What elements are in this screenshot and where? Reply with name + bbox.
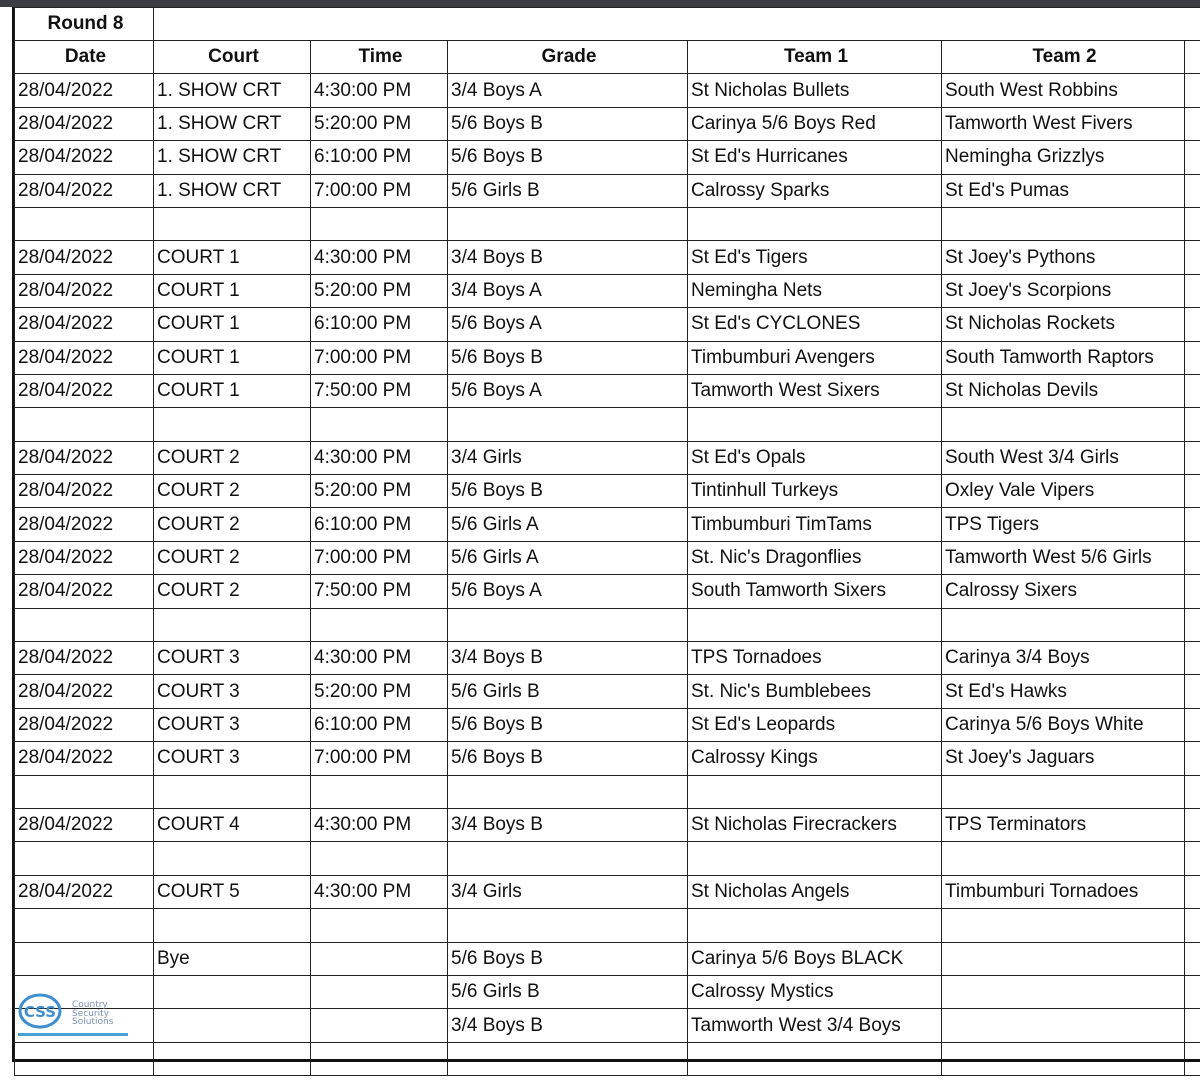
cell-extra	[1185, 174, 1200, 207]
cell-grade	[448, 842, 688, 875]
cell-grade: 5/6 Girls A	[448, 508, 688, 541]
cell-extra	[1185, 341, 1200, 374]
cell-time	[311, 842, 448, 875]
col-header-team-2: Team 2	[942, 41, 1185, 74]
cell-team-2	[942, 842, 1185, 875]
cell-team-2: St Joey's Pythons	[942, 241, 1185, 274]
cell-team-2	[942, 942, 1185, 975]
cell-team-2: St Ed's Hawks	[942, 675, 1185, 708]
cell-team-2	[942, 1042, 1185, 1075]
cell-team-1: St Ed's CYCLONES	[688, 308, 942, 341]
cell-team-1	[688, 608, 942, 641]
cell-court	[154, 909, 311, 942]
fixture-rows	[15, 74, 1200, 1076]
cell-grade: 3/4 Boys A	[448, 74, 688, 107]
cell-team-1	[688, 775, 942, 808]
cell-team-2	[942, 909, 1185, 942]
cell-court: 1. SHOW CRT	[154, 174, 311, 207]
cell-extra	[1185, 308, 1200, 341]
cell-grade: 3/4 Boys B	[448, 642, 688, 675]
cell-team-1: Carinya 5/6 Boys Red	[688, 107, 942, 140]
cell-date: 28/04/2022	[15, 642, 154, 675]
table-row	[15, 408, 1200, 441]
cell-time	[311, 909, 448, 942]
col-header-team-1: Team 1	[688, 41, 942, 74]
cell-team-2: South West Robbins	[942, 74, 1185, 107]
cell-grade	[448, 608, 688, 641]
cell-team-2: Calrossy Sixers	[942, 575, 1185, 608]
cell-team-2: St Joey's Jaguars	[942, 742, 1185, 775]
cell-team-1	[688, 408, 942, 441]
cell-team-1: St Ed's Hurricanes	[688, 141, 942, 174]
cell-time: 6:10:00 PM	[311, 308, 448, 341]
table-row	[15, 1009, 1200, 1042]
cell-team-2: St Nicholas Devils	[942, 374, 1185, 407]
cell-court: 1. SHOW CRT	[154, 74, 311, 107]
cell-team-2: South Tamworth Raptors	[942, 341, 1185, 374]
cell-team-1: Tamworth West Sixers	[688, 374, 942, 407]
cell-court: COURT 4	[154, 808, 311, 841]
col-header-court: Court	[154, 41, 311, 74]
cell-date: 28/04/2022	[15, 107, 154, 140]
cell-grade: 5/6 Girls B	[448, 675, 688, 708]
cell-extra	[1185, 241, 1200, 274]
table-row	[15, 842, 1200, 875]
cell-team-2: Oxley Vale Vipers	[942, 475, 1185, 508]
table-row	[15, 475, 1200, 508]
cell-team-2: St Joey's Scorpions	[942, 274, 1185, 307]
round-row	[15, 8, 1200, 41]
cell-extra	[1185, 374, 1200, 407]
table-row	[15, 642, 1200, 675]
table-row	[15, 241, 1200, 274]
cell-extra	[1185, 775, 1200, 808]
cell-date	[15, 842, 154, 875]
cell-court: COURT 2	[154, 441, 311, 474]
cell-extra	[1185, 642, 1200, 675]
cell-time: 6:10:00 PM	[311, 708, 448, 741]
cell-extra	[1185, 408, 1200, 441]
cell-court	[154, 608, 311, 641]
cell-grade: 5/6 Girls A	[448, 541, 688, 574]
table-row	[15, 541, 1200, 574]
logo-underline	[18, 1033, 128, 1036]
cell-grade: 3/4 Boys B	[448, 241, 688, 274]
cell-court: 1. SHOW CRT	[154, 141, 311, 174]
cell-time: 4:30:00 PM	[311, 441, 448, 474]
cell-team-1: St Nicholas Firecrackers	[688, 808, 942, 841]
cell-date: 28/04/2022	[15, 141, 154, 174]
cell-date: 28/04/2022	[15, 475, 154, 508]
table-row	[15, 1042, 1200, 1075]
cell-team-1: St Ed's Leopards	[688, 708, 942, 741]
cell-court: COURT 5	[154, 875, 311, 908]
cell-court	[154, 408, 311, 441]
cell-team-1: St. Nic's Bumblebees	[688, 675, 942, 708]
cell-court: COURT 3	[154, 742, 311, 775]
table-row	[15, 808, 1200, 841]
cell-date	[15, 775, 154, 808]
table-row	[15, 909, 1200, 942]
cell-grade: 5/6 Boys B	[448, 341, 688, 374]
cell-date: 28/04/2022	[15, 341, 154, 374]
cell-extra	[1185, 74, 1200, 107]
table-row	[15, 74, 1200, 107]
cell-extra	[1185, 541, 1200, 574]
cell-date: 28/04/2022	[15, 708, 154, 741]
cell-grade: 5/6 Boys B	[448, 708, 688, 741]
cell-team-2	[942, 608, 1185, 641]
cell-extra	[1185, 274, 1200, 307]
cell-date: 28/04/2022	[15, 508, 154, 541]
cell-grade: 5/6 Boys A	[448, 575, 688, 608]
cell-grade: 5/6 Girls B	[448, 174, 688, 207]
cell-team-2: TPS Terminators	[942, 808, 1185, 841]
cell-grade: 5/6 Girls B	[448, 975, 688, 1008]
window-top-bar	[0, 0, 1200, 7]
cell-team-1	[688, 207, 942, 240]
cell-time: 4:30:00 PM	[311, 642, 448, 675]
cell-grade: 3/4 Boys B	[448, 1009, 688, 1042]
table-row	[15, 308, 1200, 341]
cell-time	[311, 775, 448, 808]
cell-team-1: Calrossy Mystics	[688, 975, 942, 1008]
cell-grade	[448, 408, 688, 441]
table-row	[15, 441, 1200, 474]
cell-extra	[1185, 975, 1200, 1008]
cell-team-2: St Nicholas Rockets	[942, 308, 1185, 341]
cell-grade: 5/6 Boys B	[448, 475, 688, 508]
cell-extra	[1185, 508, 1200, 541]
cell-extra	[1185, 875, 1200, 908]
cell-extra	[1185, 575, 1200, 608]
cell-team-1: Calrossy Sparks	[688, 174, 942, 207]
cell-team-2	[942, 1009, 1185, 1042]
cell-date: 28/04/2022	[15, 241, 154, 274]
cell-time	[311, 975, 448, 1008]
cell-grade: 3/4 Girls	[448, 441, 688, 474]
round-row-empty	[154, 8, 1200, 41]
cell-grade: 5/6 Boys B	[448, 742, 688, 775]
cell-extra	[1185, 207, 1200, 240]
cell-time	[311, 1009, 448, 1042]
cell-court: COURT 2	[154, 508, 311, 541]
table-row	[15, 875, 1200, 908]
cell-date: 28/04/2022	[15, 441, 154, 474]
cell-grade	[448, 909, 688, 942]
cell-court	[154, 207, 311, 240]
cell-team-1	[688, 1042, 942, 1075]
cell-extra	[1185, 475, 1200, 508]
cell-date: 28/04/2022	[15, 74, 154, 107]
table-row	[15, 341, 1200, 374]
cell-court: COURT 1	[154, 241, 311, 274]
cell-court: COURT 3	[154, 675, 311, 708]
cell-team-2: Carinya 3/4 Boys	[942, 642, 1185, 675]
cell-time: 6:10:00 PM	[311, 141, 448, 174]
cell-grade: 5/6 Boys B	[448, 942, 688, 975]
cell-time: 5:20:00 PM	[311, 107, 448, 140]
cell-team-1: St. Nic's Dragonflies	[688, 541, 942, 574]
cell-grade: 3/4 Boys B	[448, 808, 688, 841]
cell-time	[311, 942, 448, 975]
cell-team-1: Timbumburi Avengers	[688, 341, 942, 374]
cell-team-1: Carinya 5/6 Boys BLACK	[688, 942, 942, 975]
cell-team-2: Timbumburi Tornadoes	[942, 875, 1185, 908]
table-row	[15, 174, 1200, 207]
cell-date: 28/04/2022	[15, 174, 154, 207]
cell-time	[311, 207, 448, 240]
cell-time: 4:30:00 PM	[311, 241, 448, 274]
cell-time: 7:00:00 PM	[311, 541, 448, 574]
cell-time: 7:00:00 PM	[311, 742, 448, 775]
table-row	[15, 608, 1200, 641]
cell-extra	[1185, 141, 1200, 174]
table-row	[15, 975, 1200, 1008]
cell-time: 5:20:00 PM	[311, 675, 448, 708]
cell-time	[311, 1042, 448, 1075]
table-row	[15, 141, 1200, 174]
cell-grade: 3/4 Boys A	[448, 274, 688, 307]
cell-date	[15, 408, 154, 441]
cell-court: COURT 2	[154, 575, 311, 608]
cell-time: 7:00:00 PM	[311, 174, 448, 207]
cell-extra	[1185, 909, 1200, 942]
cell-time: 6:10:00 PM	[311, 508, 448, 541]
cell-date: 28/04/2022	[15, 308, 154, 341]
cell-team-2	[942, 775, 1185, 808]
cell-grade: 5/6 Boys B	[448, 107, 688, 140]
cell-date	[15, 909, 154, 942]
cell-extra	[1185, 1009, 1200, 1042]
cell-team-1: TPS Tornadoes	[688, 642, 942, 675]
cell-grade: 5/6 Boys B	[448, 141, 688, 174]
company-logo	[18, 993, 130, 1037]
cell-team-1: Timbumburi TimTams	[688, 508, 942, 541]
cell-time: 7:50:00 PM	[311, 575, 448, 608]
cell-team-2	[942, 408, 1185, 441]
cell-date: 28/04/2022	[15, 808, 154, 841]
cell-grade: 3/4 Girls	[448, 875, 688, 908]
cell-time	[311, 608, 448, 641]
fixture-table	[14, 7, 1200, 1076]
table-row	[15, 942, 1200, 975]
cell-extra	[1185, 708, 1200, 741]
table-row	[15, 274, 1200, 307]
cell-date	[15, 942, 154, 975]
cell-time: 7:00:00 PM	[311, 341, 448, 374]
cell-date: 28/04/2022	[15, 374, 154, 407]
cell-team-2: TPS Tigers	[942, 508, 1185, 541]
logo-wordmark	[72, 1001, 113, 1027]
cell-team-1: St Nicholas Bullets	[688, 74, 942, 107]
logo-monogram: CSS	[23, 1003, 57, 1021]
cell-court	[154, 1042, 311, 1075]
cell-team-1: Calrossy Kings	[688, 742, 942, 775]
table-row	[15, 675, 1200, 708]
col-header-grade: Grade	[448, 41, 688, 74]
cell-date: 28/04/2022	[15, 541, 154, 574]
table-row	[15, 575, 1200, 608]
cell-time: 5:20:00 PM	[311, 274, 448, 307]
cell-grade: 5/6 Boys A	[448, 374, 688, 407]
cell-extra	[1185, 842, 1200, 875]
cell-team-1: Nemingha Nets	[688, 274, 942, 307]
cell-court: COURT 1	[154, 274, 311, 307]
cell-court: 1. SHOW CRT	[154, 107, 311, 140]
cell-date	[15, 608, 154, 641]
cell-extra	[1185, 608, 1200, 641]
cell-date: 28/04/2022	[15, 675, 154, 708]
cell-court: COURT 3	[154, 708, 311, 741]
cell-extra	[1185, 808, 1200, 841]
cell-court	[154, 1009, 311, 1042]
cell-grade	[448, 207, 688, 240]
cell-team-2: St Ed's Pumas	[942, 174, 1185, 207]
cell-court	[154, 975, 311, 1008]
cell-date	[15, 207, 154, 240]
cell-grade: 5/6 Boys A	[448, 308, 688, 341]
table-row	[15, 775, 1200, 808]
table-row	[15, 742, 1200, 775]
cell-team-2	[942, 207, 1185, 240]
table-row	[15, 508, 1200, 541]
logo-line-3: Solutions	[72, 1017, 114, 1027]
cell-team-2: South West 3/4 Girls	[942, 441, 1185, 474]
cell-court: COURT 3	[154, 642, 311, 675]
logo-line-2: Security	[72, 1008, 109, 1019]
cell-extra	[1185, 675, 1200, 708]
cell-date: 28/04/2022	[15, 274, 154, 307]
table-row	[15, 207, 1200, 240]
col-header-time: Time	[311, 41, 448, 74]
cell-time: 4:30:00 PM	[311, 74, 448, 107]
cell-grade	[448, 775, 688, 808]
col-header-date: Date	[15, 41, 154, 74]
cell-team-1: Tamworth West 3/4 Boys	[688, 1009, 942, 1042]
cell-team-1: Tintinhull Turkeys	[688, 475, 942, 508]
cell-court	[154, 842, 311, 875]
cell-court: COURT 1	[154, 374, 311, 407]
cell-court: COURT 2	[154, 541, 311, 574]
table-row	[15, 107, 1200, 140]
cell-date: 28/04/2022	[15, 875, 154, 908]
cell-date: 28/04/2022	[15, 575, 154, 608]
cell-team-1: St Ed's Tigers	[688, 241, 942, 274]
cell-court: COURT 1	[154, 308, 311, 341]
cell-date	[15, 1042, 154, 1075]
table-row	[15, 374, 1200, 407]
cell-team-1: South Tamworth Sixers	[688, 575, 942, 608]
cell-time: 5:20:00 PM	[311, 475, 448, 508]
cell-time: 7:50:00 PM	[311, 374, 448, 407]
cell-court	[154, 775, 311, 808]
cell-court: COURT 1	[154, 341, 311, 374]
cell-team-2: Nemingha Grizzlys	[942, 141, 1185, 174]
cell-team-1: St Ed's Opals	[688, 441, 942, 474]
cell-extra	[1185, 441, 1200, 474]
cell-team-2: Carinya 5/6 Boys White	[942, 708, 1185, 741]
header-row	[15, 41, 1200, 74]
cell-team-2: Tamworth West Fivers	[942, 107, 1185, 140]
cell-court: Bye	[154, 942, 311, 975]
cell-extra	[1185, 107, 1200, 140]
css-logo-icon	[18, 993, 62, 1029]
col-header-extra	[1185, 41, 1200, 74]
cell-court: COURT 2	[154, 475, 311, 508]
round-label: Round 8	[15, 8, 154, 41]
cell-team-2: Tamworth West 5/6 Girls	[942, 541, 1185, 574]
cell-extra	[1185, 942, 1200, 975]
cell-team-1	[688, 909, 942, 942]
cell-time: 4:30:00 PM	[311, 875, 448, 908]
cell-time: 4:30:00 PM	[311, 808, 448, 841]
logo-line-1: Country	[72, 1000, 108, 1010]
cell-extra	[1185, 742, 1200, 775]
cell-grade	[448, 1042, 688, 1075]
cell-team-2	[942, 975, 1185, 1008]
cell-team-1: St Nicholas Angels	[688, 875, 942, 908]
cell-extra	[1185, 1042, 1200, 1075]
cell-time	[311, 408, 448, 441]
cell-date: 28/04/2022	[15, 742, 154, 775]
table-row	[15, 708, 1200, 741]
cell-team-1	[688, 842, 942, 875]
